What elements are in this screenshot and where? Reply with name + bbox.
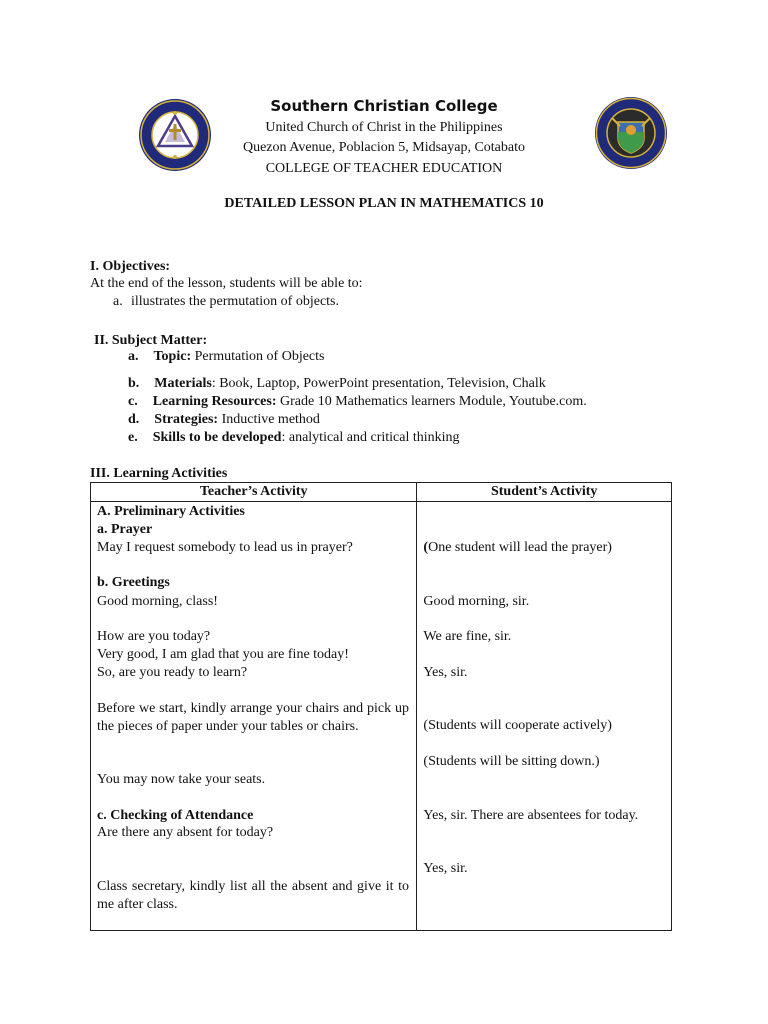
subject-item bbox=[128, 393, 587, 411]
secretary-instruction: Class secretary, kindly list all the absent and give it to me after class. bbox=[97, 879, 409, 912]
table-header-row bbox=[91, 483, 672, 502]
greetings-heading: b. Greetings bbox=[97, 575, 170, 590]
how-are-you-line: How are you today? bbox=[97, 629, 211, 644]
table-row bbox=[91, 502, 672, 931]
learning-activities-heading: III. Learning Activities bbox=[90, 466, 228, 481]
teacher-activity-cell bbox=[91, 502, 417, 931]
take-seats-line: You may now take your seats. bbox=[97, 772, 266, 787]
subject-item-label: Skills to be developed bbox=[152, 430, 282, 445]
subject-item-marker: a. bbox=[128, 349, 139, 364]
cooperate-response: (Students will cooperate actively) bbox=[423, 718, 612, 733]
attendance-heading: c. Checking of Attendance bbox=[97, 808, 254, 823]
objectives-heading: I. Objectives: bbox=[90, 259, 171, 274]
subject-item-text: : analytical and critical thinking bbox=[281, 430, 460, 445]
objective-item-marker: a. bbox=[113, 294, 123, 309]
prayer-heading: a. Prayer bbox=[97, 522, 153, 537]
objectives-intro: At the end of the lesson, students will be able to: bbox=[90, 276, 363, 291]
student-activity-header: Student’s Activity bbox=[417, 483, 672, 502]
subject-item-label: Strategies: bbox=[154, 412, 219, 427]
school-address: Quezon Avenue, Poblacion 5, Midsayap, Cotabato bbox=[242, 140, 526, 155]
sitting-response: (Students will be sitting down.) bbox=[423, 754, 600, 769]
objectives-section bbox=[90, 258, 690, 318]
greeting-line: Good morning, class! bbox=[97, 594, 218, 609]
subject-item-label: Learning Resources: bbox=[152, 394, 277, 409]
very-good-line: Very good, I am glad that you are fine today! bbox=[97, 647, 349, 662]
subject-item bbox=[128, 429, 460, 447]
ready-response: Yes, sir. bbox=[423, 665, 468, 680]
absentees-response: Yes, sir. There are absentees for today. bbox=[423, 808, 639, 823]
church-affiliation: United Church of Christ in the Philippines bbox=[265, 120, 503, 135]
subject-item-text: Permutation of Objects bbox=[191, 349, 325, 364]
subject-item-marker: c. bbox=[128, 394, 138, 409]
objective-item-text: illustrates the permutation of objects. bbox=[131, 294, 340, 309]
ready-line: So, are you ready to learn? bbox=[97, 665, 248, 680]
subject-item-text: Grade 10 Mathematics learners Module, Youtube.com. bbox=[276, 394, 587, 409]
subject-item-text: : Book, Laptop, PowerPoint presentation, Television, Chalk bbox=[211, 376, 546, 391]
subject-matter-section bbox=[94, 332, 694, 452]
subject-item-marker: e. bbox=[128, 430, 138, 445]
subject-matter-heading: II. Subject Matter: bbox=[94, 333, 208, 348]
subject-item-text: Inductive method bbox=[218, 412, 320, 427]
subject-item bbox=[128, 411, 320, 429]
teacher-activity-header: Teacher’s Activity bbox=[91, 483, 417, 502]
subject-item-marker: b. bbox=[128, 376, 140, 391]
greeting-response: Good morning, sir. bbox=[423, 594, 530, 609]
subject-item-label: Materials bbox=[154, 376, 212, 391]
preliminary-heading: A. Preliminary Activities bbox=[97, 504, 245, 519]
subject-item bbox=[128, 375, 546, 393]
subject-item bbox=[128, 348, 324, 366]
school-name: Southern Christian College bbox=[270, 97, 498, 115]
prayer-response-text: One student will lead the prayer) bbox=[428, 540, 612, 555]
learning-activities-table bbox=[90, 482, 672, 931]
college-name: COLLEGE OF TEACHER EDUCATION bbox=[265, 161, 503, 176]
attendance-question: Are there any absent for today? bbox=[97, 825, 274, 840]
document-title: DETAILED LESSON PLAN IN MATHEMATICS 10 bbox=[224, 196, 544, 211]
secretary-response: Yes, sir. bbox=[423, 861, 468, 876]
arrange-chairs-instruction: Before we start, kindly arrange your chairs and pick up the pieces of paper under your tables or chairs. bbox=[97, 701, 409, 734]
subject-item-marker: d. bbox=[128, 412, 140, 427]
student-activity-cell bbox=[417, 502, 672, 931]
prayer-paren: ( bbox=[423, 540, 429, 555]
subject-item-label: Topic: bbox=[153, 349, 192, 364]
prayer-request: May I request somebody to lead us in prayer? bbox=[97, 540, 353, 555]
prayer-response bbox=[423, 539, 612, 557]
fine-response: We are fine, sir. bbox=[423, 629, 512, 644]
